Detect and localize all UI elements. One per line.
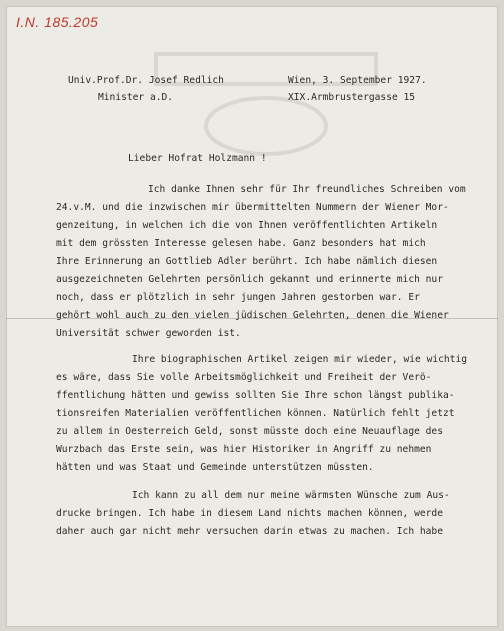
body-line: ausgezeichneten Gelehrten persönlich gekannt und erinnerte mich nur <box>56 274 443 285</box>
body-line: genzeitung, in welchen ich die von Ihnen veröffentlichten Artikeln <box>56 220 438 231</box>
place-date: Wien, 3. September 1927. <box>288 75 427 86</box>
body-line: Ihre Erinnerung an Gottlieb Adler berührt. Ich habe nämlich diesen <box>56 256 438 267</box>
body-line: zu allem in Oesterreich Geld, sonst müsste doch eine Neuauflage des <box>56 426 443 437</box>
body-line: Ihre biographischen Artikel zeigen mir wieder, wie wichtig <box>132 354 468 365</box>
archive-reference: I.N. 185.205 <box>16 14 99 30</box>
letter-page <box>6 6 498 627</box>
salutation: Lieber Hofrat Holzmann ! <box>128 153 267 164</box>
body-line: ffentlichung hätten und gewiss sollten Sie Ihre schon längst publika- <box>56 390 455 401</box>
body-line: noch, dass er plötzlich in sehr jungen Jahren gestorben war. Er <box>56 292 420 303</box>
body-line: daher auch gar nicht mehr versuchen darin etwas zu machen. Ich habe <box>56 526 443 537</box>
body-line: es wäre, dass Sie volle Arbeitsmöglichkeit und Freiheit der Verö- <box>56 372 432 383</box>
body-line: tionsreifen Materialien veröffentlichen können. Natürlich fehlt jetzt <box>56 408 455 419</box>
sender-name: Univ.Prof.Dr. Josef Redlich <box>68 75 224 86</box>
body-line: 24.v.M. und die inzwischen mir übermittelten Nummern der Wiener Mor- <box>56 202 449 213</box>
body-line: gehört wohl auch zu den vielen jüdischen Gelehrten, denen die Wiener <box>56 310 449 321</box>
body-line: hätten und was Staat und Gemeinde unterstützen müssten. <box>56 462 374 473</box>
body-line: drucke bringen. Ich habe in diesem Land nichts machen können, werde <box>56 508 443 519</box>
sender-address: XIX.Armbrustergasse 15 <box>288 92 416 103</box>
body-line: Universität schwer geworden ist. <box>56 328 241 339</box>
letterhead-watermark <box>116 46 416 166</box>
body-line: Ich danke Ihnen sehr für Ihr freundliches Schreiben vom <box>148 184 466 195</box>
sender-title: Minister a.D. <box>98 92 174 103</box>
body-line: Ich kann zu all dem nur meine wärmsten Wünsche zum Aus- <box>132 490 450 501</box>
body-line: mit dem grössten Interesse gelesen habe. Ganz besonders hat mich <box>56 238 426 249</box>
body-line: Wurzbach das Erste sein, was hier Historiker in Angriff zu nehmen <box>56 444 432 455</box>
